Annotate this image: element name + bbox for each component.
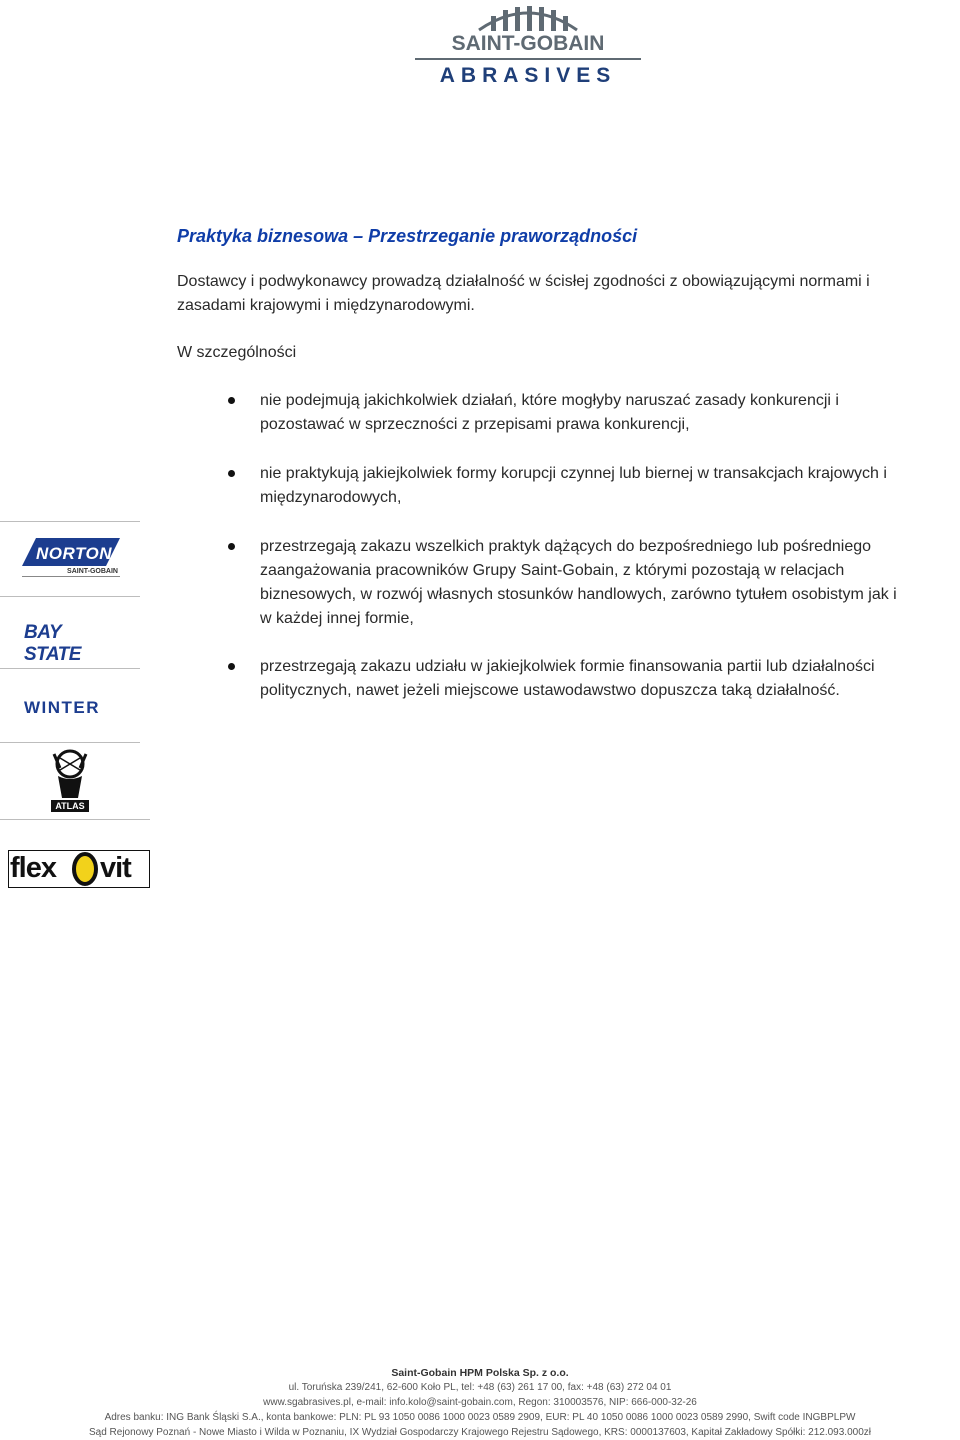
footer-address: ul. Toruńska 239/241, 62-600 Koło PL, tel: +48 (63) 261 17 00, fax: +48 (63) 272 04 01 — [288, 1382, 672, 1393]
logo-divider — [415, 58, 641, 60]
flexovit-logo-text-flex: flex — [10, 852, 56, 884]
bullet-marker — [228, 543, 235, 550]
sidebar-divider — [0, 668, 140, 669]
bullet-marker — [228, 470, 235, 477]
norton-logo-text: NORTON — [36, 544, 113, 563]
norton-logo-subtext: SAINT-GOBAIN — [67, 568, 118, 575]
header-logo — [415, 0, 641, 95]
baystate-logo-text: BAY STATE — [24, 622, 81, 665]
sidebar-divider — [0, 596, 140, 597]
bullet-item-competition: nie podejmują jakichkolwiek działań, które mogłyby naruszać zasady konkurencji i pozostawać w sprzeczności z przepisami prawa konkurencji, — [260, 392, 839, 433]
flexovit-logo-text-vit: vit — [100, 852, 131, 884]
atlas-figure-icon — [46, 748, 94, 800]
logo-division-name: ABRASIVES — [439, 64, 617, 87]
footer-contact: www.sgabrasives.pl, e-mail: info.kolo@saint-gobain.com, Regon: 310003576, NIP: 666-000-32-26 — [263, 1397, 697, 1408]
sidebar-divider — [0, 521, 140, 522]
sidebar-divider — [0, 819, 150, 820]
bullet-item-employees: przestrzegają zakazu wszelkich praktyk dążących do bezpośredniego lub pośredniego zaangażowania pracowników Grupy Saint-Gobain, z którymi pozostają w relacjach biznesowych, w rozwój własnych stosunków handlowych, zarówno tytułem osobistym jak i w każdej innej formie, — [260, 538, 897, 627]
lead-paragraph: W szczególności — [177, 344, 297, 361]
footer-company: Saint-Gobain HPM Polska Sp. z o.o. — [391, 1367, 569, 1379]
winter-logo-text: WINTER — [24, 698, 101, 717]
flexovit-o-icon — [72, 852, 98, 886]
bullet-item-political: przestrzegają zakazu udziału w jakiejkolwiek formie finansowania partii lub działalności politycznych, nawet jeżeli miejscowe ustawodawstwo dopuszcza taką działalność. — [260, 658, 875, 699]
intro-paragraph: Dostawcy i podwykonawcy prowadzą działalność w ścisłej zgodności z obowiązującymi normami i zasadami krajowymi i międzynarodowymi. — [177, 273, 870, 314]
bullet-item-corruption: nie praktykują jakiejkolwiek formy korupcji czynnej lub biernej w transakcjach krajowych i międzynarodowych, — [260, 465, 887, 506]
bullet-marker — [228, 663, 235, 670]
atlas-logo-text: ATLAS — [51, 800, 89, 812]
footer-bank: Adres banku: ING Bank Śląski S.A., konta bankowe: PLN: PL 93 1050 0086 1000 0023 0589 2909, EUR: PL 40 1050 0086 1000 0023 0589 2990, Swift code INGBPLPW — [104, 1412, 856, 1423]
saint-gobain-arch-icon — [477, 2, 579, 32]
logo-company-name: SAINT-GOBAIN — [451, 32, 605, 55]
winter-logo — [22, 698, 120, 718]
baystate-logo — [22, 620, 120, 665]
sidebar-divider — [0, 742, 140, 743]
atlas-logo — [46, 748, 94, 814]
flexovit-logo — [8, 850, 150, 890]
footer-court: Sąd Rejonowy Poznań - Nowe Miasto i Wilda w Poznaniu, IX Wydział Gospodarczy Krajowego Rejestru Sądowego, KRS: 0000137603, Kapitał Zakładowy Spółki: 212.093.000zł — [88, 1427, 871, 1438]
document-title: Praktyka biznesowa – Przestrzeganie praworządności — [177, 226, 638, 246]
bullet-marker — [228, 397, 235, 404]
norton-logo — [22, 538, 120, 580]
